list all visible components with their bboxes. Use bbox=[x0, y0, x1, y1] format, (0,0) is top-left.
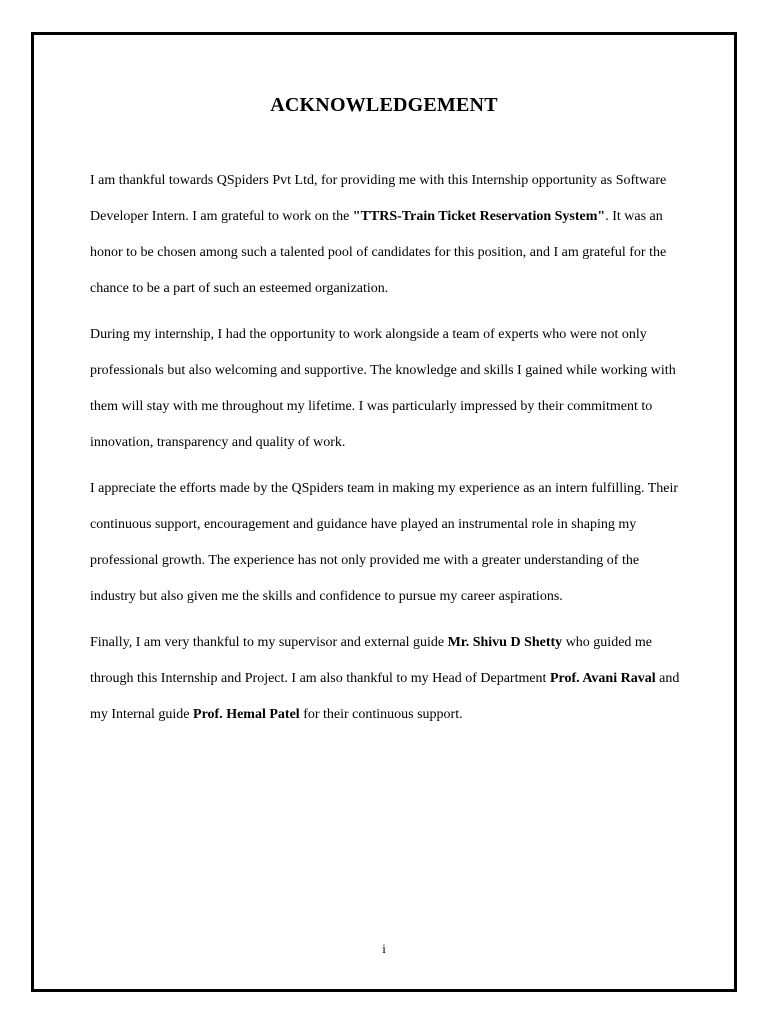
paragraph-1-text-b: . It was an honor to be chosen among such a talented pool of candidates for this position, and I am grateful for the chance to be a part of such an esteemed organization. bbox=[90, 209, 667, 296]
internal-guide-name: Prof. Hemal Patel bbox=[193, 707, 300, 722]
acknowledgement-body bbox=[90, 163, 688, 743]
supervisor-name: Mr. Shivu D Shetty bbox=[447, 635, 563, 650]
paragraph-4 bbox=[90, 625, 688, 733]
paragraph-2: During my internship, I had the opportunity to work alongside a team of experts who were not only professionals but also welcoming and supportive. The knowledge and skills I gained while working with them will stay with me throughout my lifetime. I was particularly impressed by their commitment to innovation, transparency and quality of work. bbox=[90, 327, 676, 450]
page-number: i bbox=[382, 941, 386, 956]
paragraph-4-text-d: for their continuous support. bbox=[299, 707, 463, 722]
paragraph-3: I appreciate the efforts made by the QSpiders team in making my experience as an intern fulfilling. Their continuous support, encouragement and guidance have played an instrumental role in shaping my professional growth. The experience has not only provided me with a greater understanding of the industry but also given me the skills and confidence to pursue my career aspirations. bbox=[90, 481, 679, 604]
paragraph-1 bbox=[90, 163, 688, 307]
hod-name: Prof. Avani Raval bbox=[549, 671, 656, 686]
paragraph-4-text-c: and my Internal guide bbox=[90, 671, 680, 722]
page-title: ACKNOWLEDGEMENT bbox=[270, 94, 498, 116]
paragraph-4-text-b: who guided me through this Internship and Project. I am also thankful to my Head of Department bbox=[90, 635, 653, 686]
paragraph-4-text-a: Finally, I am very thankful to my supervisor and external guide bbox=[90, 635, 448, 650]
paragraph-1-text-a: I am thankful towards QSpiders Pvt Ltd, for providing me with this Internship opportunity as Software Developer Intern. I am grateful to work on the bbox=[90, 173, 667, 224]
project-name: "TTRS-Train Ticket Reservation System" bbox=[352, 209, 606, 224]
